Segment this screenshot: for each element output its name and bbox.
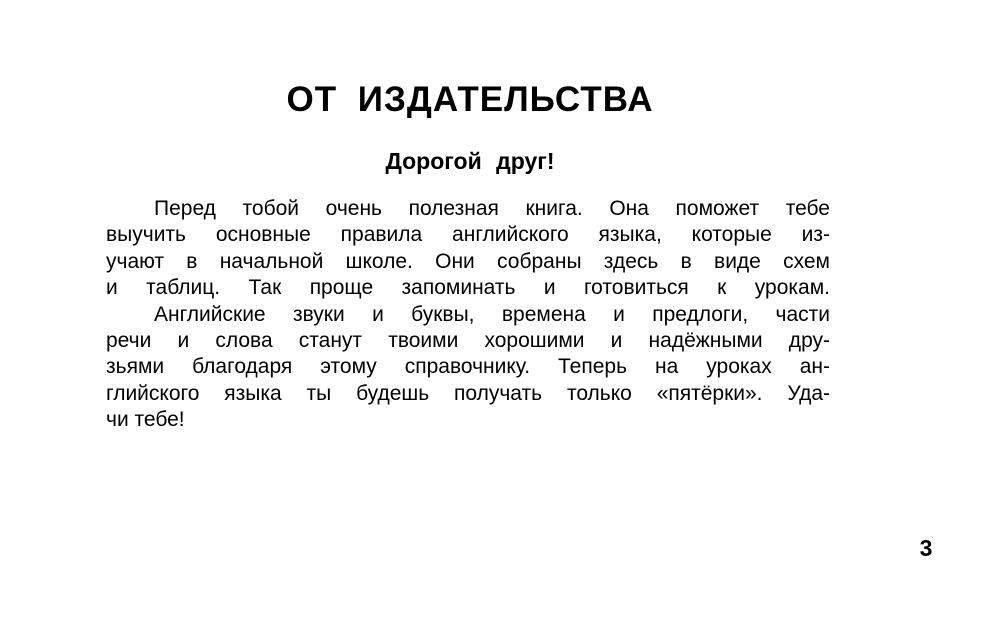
page-title: ОТ ИЗДАТЕЛЬСТВА	[286, 80, 654, 119]
text-line: речи и слова станут твоими хорошими и надёжными дру-	[106, 328, 830, 352]
text-line: выучить основные правила английского языка, которые из-	[106, 223, 830, 247]
text-line: Перед тобой очень полезная книга. Она поможет тебе	[154, 197, 830, 220]
page-number: 3	[919, 535, 933, 561]
text-line: чи тебе!	[106, 408, 185, 432]
text-line: и таблиц. Так проще запоминать и готовиться к урокам.	[106, 276, 830, 300]
greeting-heading: Дорогой друг!	[385, 148, 555, 174]
paragraph-1	[106, 196, 830, 302]
text-line: глийского языка ты будешь получать только «пятёрки». Уда-	[106, 381, 830, 405]
text-line: зьями благодаря этому справочнику. Теперь на уроках ан-	[106, 355, 830, 379]
text-line: учают в начальной школе. Они собраны здесь в виде схем	[106, 249, 830, 273]
body-text	[106, 196, 830, 434]
text-line: Английские звуки и буквы, времена и предлоги, части	[154, 302, 830, 326]
paragraph-2	[106, 302, 830, 434]
